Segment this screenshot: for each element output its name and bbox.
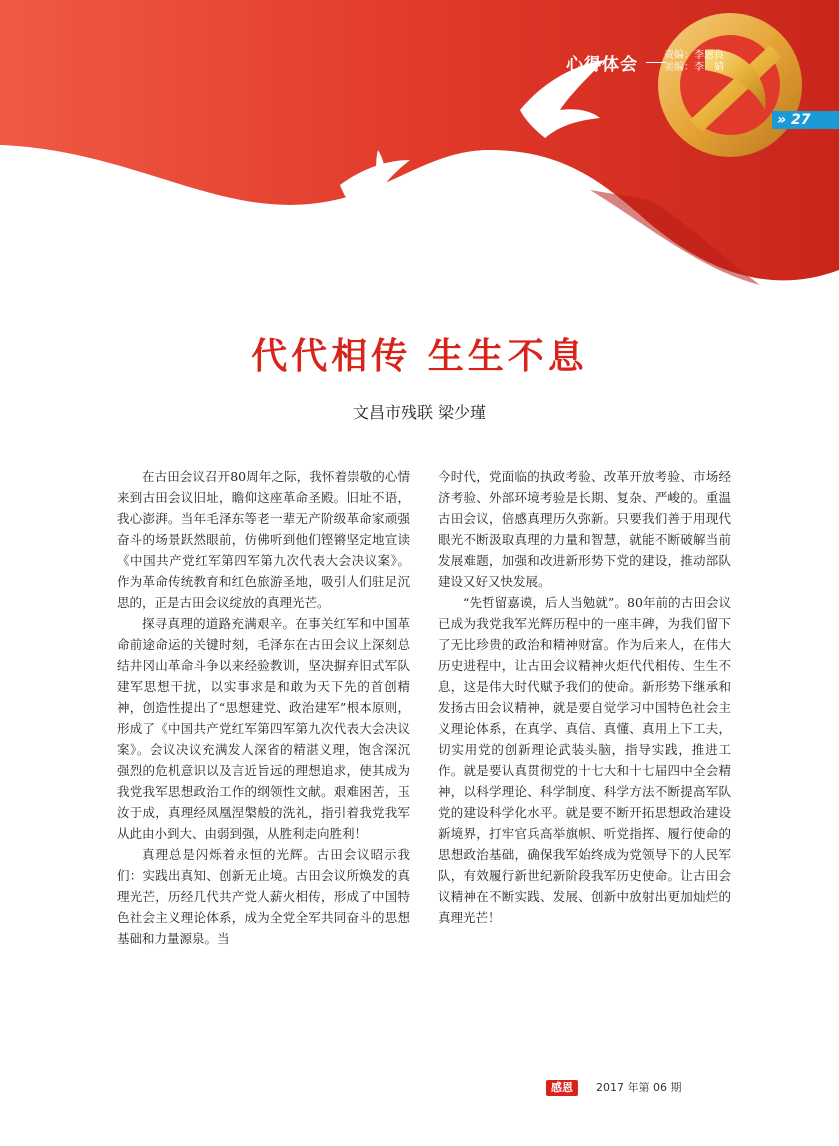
paragraph: 探寻真理的道路充满艰辛。在事关红军和中国革命前途命运的关键时刻，毛泽东在古田会议上深刻总结井冈山革命斗争以来经验教训，坚决摒弃旧式军队建军思想干扰，以实事求是和敢为天下先的首创精神，创造性提出了“思想建党、政治建军”根本原则，形成了《中国共产党红军第四军第九次代表大会决议案》。会议决议充满发人深省的精湛义理，饱含深沉强烈的危机意识以及言近旨远的理想追求，使其成为我党我军思想政治工作的纲领性文献。艰难困苦，玉汝于成，真理经凤凰涅槃般的洗礼，指引着我党我军从此由小到大、由弱到强，从胜利走向胜利！ [117, 616, 410, 841]
paragraph: “先哲留嘉谟，后人当勉就”。80年前的古田会议已成为我党我军光辉历程中的一座丰碑，为我们留下了无比珍贵的政治和精神财富。作为后来人，在伟大历史进程中，让古田会议精神火炬代代相传、生生不息，这是伟大时代赋予我们的使命。新形势下继承和发扬古田会议精神，就是要自觉学习中国特色社会主义理论体系，在真学、真信、真懂、真用上下工夫，切实用党的创新理论武装头脑，指导实践，推进工作。就是要认真贯彻党的十七大和十七届四中全会精神，以科学理论、科学制度、科学方法不断提高军队党的建设科学化水平。就是要不断开拓思想政治建设新境界，打牢官兵高举旗帜、听党指挥、履行使命的思想政治基础，确保我军始终成为党领导下的人民军队，有效履行新世纪新阶段我军历史使命。让古田会议精神在不断实践、发展、创新中放射出更加灿烂的真理光芒！ [438, 595, 731, 925]
page-number-value: 27 [790, 112, 811, 128]
editor-divider [646, 62, 666, 63]
article-column-left [117, 466, 410, 949]
article-column-right [438, 466, 731, 928]
editor-line: 责编：李思良 [664, 50, 724, 61]
designer-line: 美编：李 婧 [664, 62, 724, 73]
party-emblem-icon [658, 13, 802, 157]
paragraph: 真理总是闪烁着永恒的光辉。古田会议昭示我们：实践出真知、创新无止境。古田会议所焕发的真理光芒，历经几代共产党人薪火相传，形成了中国特色社会主义理论体系，成为全党全军共同奋斗的思想基础和力量源泉。当 [117, 847, 410, 946]
editor-credits [664, 50, 724, 74]
article-title: 代代相传 生生不息 [251, 336, 588, 377]
paragraph-continued: 今时代，党面临的执政考验、改革开放考验、市场经济考验、外部环境考验是长期、复杂、严峻的。重温古田会议，倍感真理历久弥新。只要我们善于用现代眼光不断汲取真理的力量和智慧，就能不断破解当前发展难题，加强和改进新形势下党的建设，推动部队建设又好又快发展。 [438, 469, 731, 589]
article-byline: 文昌市残联 梁少瑾 [352, 403, 487, 422]
page-number: » 27 [777, 112, 811, 128]
column-label: 心得体会 [566, 55, 638, 75]
issue-number: 2017 年第 06 期 [596, 1081, 682, 1094]
magazine-logo: 感恩 [546, 1080, 578, 1096]
paragraph: 在古田会议召开80周年之际，我怀着崇敬的心情来到古田会议旧址，瞻仰这座革命圣殿。旧址不语，我心澎湃。当年毛泽东等老一辈无产阶级革命家顽强奋斗的场景跃然眼前，仿佛听到他们铿锵坚定地宣读《中国共产党红军第四军第九次代表大会决议案》。作为革命传统教育和红色旅游圣地，吸引人们驻足沉思的，正是古田会议绽放的真理光芒。 [117, 469, 410, 610]
header-banner [0, 0, 839, 300]
